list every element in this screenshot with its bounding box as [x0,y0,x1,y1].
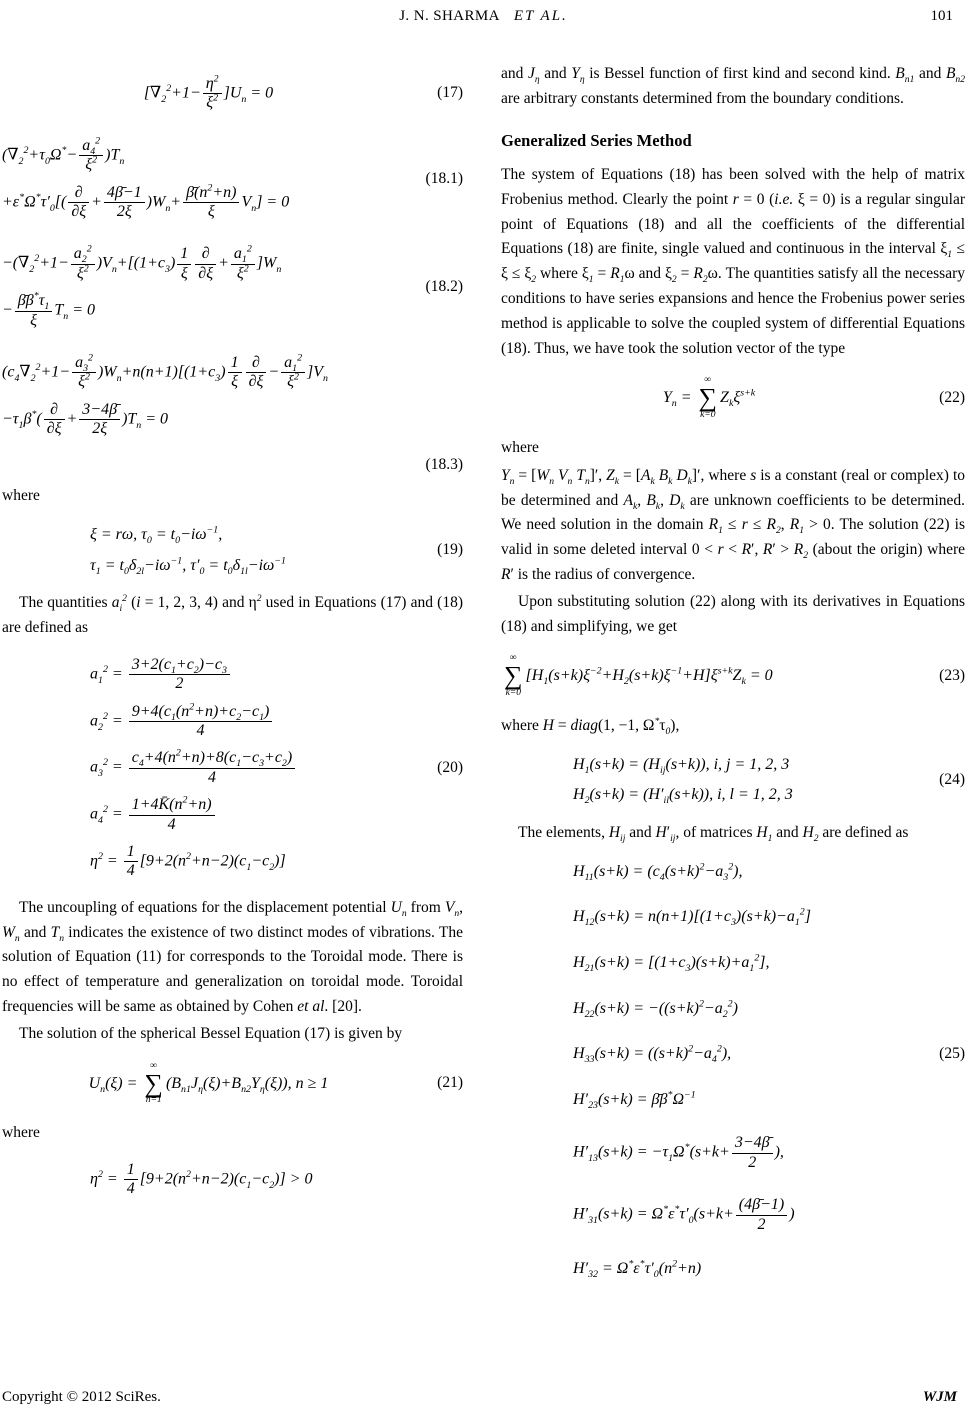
equation-eta-positive-body [2,1152,415,1208]
equation-20-line-eta: $\eta^2$ = $\frac{1}{4}$ $[9+2(n^2+n-2)(c_1-c_2)]$ [90,842,286,880]
equation-18-3-body [2,345,463,448]
equation-eta-positive-math: $\eta^2$ = $\frac{1}{4}$ $[9+2(n^2+n-2)(c_1-c_2)] > 0$ [90,1160,313,1198]
equation-21-body [2,1053,415,1116]
equation-25-row-h22-body [501,989,917,1029]
paragraph-bessel-kinds: and $J_\eta$ and $Y_\eta$ is Bessel function of first kind and second kind. $B_{n1}$ and $B_{n2}$ are arbitrary constants determined from the boundary conditions. [501,65,965,107]
equation-25-row-h32p-body [501,1249,917,1289]
equation-25-row-h22 [501,989,965,1029]
line-h-diag: where H = diag(1, −1, $\Omega^*\tau_0$), [501,715,680,738]
journal-abbreviation: WJM [922,1389,957,1405]
equation-25-row-h13p-body [501,1125,917,1181]
page-number: 101 [930,8,953,24]
equation-22-number: (22) [939,389,965,407]
equation-18-1 [2,128,463,231]
equation-25-number: (25) [939,1044,965,1062]
equation-25-row-h31p-body [501,1187,917,1243]
equation-19-line-1: ξ = rω, $\tau_0 = t_0-i\omega^{-1}$, [90,524,223,547]
equation-25-row-h23p [501,1080,965,1120]
equation-18-1-line-1: ($\nabla_2^2+\tau_0\Omega^*-$ $\frac{a_4^2}{\xi^2}$ )$T_n$ [2,135,125,174]
equation-25-row-h11-body [501,852,917,892]
equation-eta-positive [2,1152,463,1208]
equation-23 [501,645,965,708]
equation-22-body [501,367,917,430]
equation-25-row-h21-body [501,943,917,983]
equation-18-3 [2,345,463,448]
equation-24-line-2: $H_2(s+k) = (H'_{il}(s+k))$, i, l = 1, 2, 3 [573,786,793,807]
equation-25-line-h11: $H_{11}(s+k) = (c_4(s+k)^2-a_3^2)$, [573,861,743,883]
paragraph-uncoupling: The uncoupling of equations for the displacement potential $U_n$ from $V_n$, $W_n$ and $T_n$ indicates the existence of two distinct modes of vibrations. The solution of Equation (11) for corresponds to the Toroidal mode. There is no effect of temperature and generalization on toroidal mode. Toroidal frequencies will be same as obtained by Cohen et al. [20]. [2,898,463,1015]
equation-24-body [501,745,917,815]
paragraph-solution-vector: $Y_n = [W_n$ $V_n$ $T_n]'$, $Z_k = [A_k$ $B_k$ $D_k]'$, where s is a constant (real or complex) to be determined and $A_k$, $B_k$, $D_k$ are unknown coefficients to be determined. We need solution in the domain $R_1 \le r \le R_2$, $R_1 > 0$. The solution (22) is valid in some deleted interval 0 < r < R′, $R' > R_2$ (about the origin) where R′ is the radius of convergence. [501,466,966,584]
two-column-body [2,60,965,1295]
equation-25-line-h23-prime: $H'_{23}(s+k)$ = $\betā\beta^*\Omega^{-1}$ [573,1089,696,1111]
equation-18-2-number: (18.2) [425,278,463,296]
paragraph-elements: The elements, $H_{ij}$ and $H'_{ij}$, of matrices $H_1$ and $H_2$ are defined as [518,824,909,845]
equation-25-row-h33-body [501,1034,917,1074]
paragraph-quantities: The quantities $a_i^2$ (i = 1, 2, 3, 4) and $\eta^2$ used in Equations (17) and (18) are defined as [2,593,463,637]
equation-25-row-h12-body [501,897,917,937]
equation-25-row-h11 [501,852,965,892]
equation-19-number: (19) [437,540,463,558]
paragraph-frobenius: The system of Equations (18) has been solved with the help of matrix Frobenius method. Clearly the point r = 0 (i.e. ξ = 0) is a regular singular point of Equations (18) and all the coefficients of the differential Equations (18) are finite, single valued and continuous in the interval $\xi_1 \le \xi \le \xi_2$ where $\xi_1 = R_1\omega$ and $\xi_2 = R_2\omega$. The quantities satisfy all the necessary conditions to have series expansions and hence the Frobenius power series method is applicable to solve the coupled system of differential Equations (18). Thus, we have took the solution vector of the type [501,166,966,357]
paragraph-substituting: Upon substituting solution (22) along with its derivatives in Equations (18) and simplifying, we get [501,592,965,635]
equation-18-3-line-1: ($c_4\nabla_2^2+1-$ $\frac{a_3^2}{\xi^2}$ )$W_n+n(n+1)[(1+c_3)$ $\frac{1}{\xi}$ $\frac{\partial}{\partial\xi}$ − $\frac{a_1^2}{\xi^2}$ ]$V_n$ [2,352,328,391]
equation-20-line-a3: $a_3^2$ = $\frac{c_4+4(n^2+n)+8(c_1-c_3+c_2)}{4}$ [2,749,415,787]
equation-18-2-body [2,236,415,339]
equation-25-row-h13p [501,1125,965,1181]
equation-18-3-line-2: $-\tau_1\beta^*$( $\frac{\partial}{\partial\xi}$ + $\frac{3-4\betā}{2\xi}$ )$T_n = 0$ [2,400,169,438]
equation-25-row-h32p [501,1249,965,1289]
equation-25-row-h12 [501,897,965,937]
equation-24 [501,745,965,815]
equation-20-line-a2: $a_2^2$ = $\frac{9+4(c_1(n^2+n)+c_2-c_1)}{4}$ [2,703,415,741]
equation-19-body [2,515,415,585]
equation-25-line-h21: $H_{21}(s+k) = [(1+c_3)(s+k)+a_1^2]$, [573,952,770,975]
page-footer [2,1389,957,1406]
equation-18-1-body [2,128,415,231]
equation-25-line-h12: $H_{12}(s+k) = n(n+1)[(1+c_3)(s+k)-a_1^2]$ [573,907,811,929]
equation-22 [501,367,965,430]
equation-25-line-h22: $H_{22}(s+k) = -((s+k)^2-a_2^2)$ [573,998,738,1020]
equation-25-row-h23p-body [501,1080,917,1120]
authors-line [2,8,965,25]
equation-21-math: $U_n(\xi)$ = ∞ ∑ n=1 $(B_{n1}J_\eta(\xi)+B_{n2}Y_\eta(\xi))$, n ≥ 1 [88,1060,329,1106]
equation-19-line-2: $\tau_1 = t_0\delta_{2l}-i\omega^{-1}$, $\tau'_0 = t_0\delta_{1l}-i\omega^{-1}$ [90,555,286,577]
section-heading: Generalized Series Method [501,130,692,150]
equation-23-number: (23) [939,667,965,685]
equation-17 [2,66,463,122]
equation-18-2-line-2: − $\frac{\betā\beta^*\tau_1}{\xi}$ $T_n = 0$ [2,290,96,329]
paragraph-bessel-solution: The solution of the spherical Bessel Equation (17) is given by [19,1024,403,1042]
equation-25-line-h13-prime: $H'_{13}(s+k) = -\tau_1\Omega^*(s+k+$ $\frac{3-4\betā}{2}$ ), [573,1134,784,1171]
equation-17-number: (17) [437,84,463,102]
equation-18-2 [2,236,463,339]
equation-18-1-number: (18.1) [425,169,463,187]
where-label-2: where [2,1124,40,1142]
equation-20 [2,647,463,890]
page-header [2,8,965,34]
equation-20-body [2,647,415,890]
equation-25-row-h33 [501,1034,965,1074]
equation-21 [2,1053,463,1116]
equation-20-number: (20) [437,758,463,776]
equation-25-line-h33: $H_{33}(s+k) = ((s+k)^2-a_4^2)$, [573,1043,732,1066]
equation-24-line-1: $H_1(s+k) = (H_{ij}(s+k))$, i, j = 1, 2, 3 [573,755,790,777]
equation-23-math: ∞ ∑ k=0 $[H_1(s+k)\xi^{-2}+H_2(s+k)\xi^{-1}+H]\xi^{s+k}Z_k = 0$ [504,653,773,699]
equation-23-body [501,645,917,708]
equation-18-2-line-1: $-(\nabla_2^2+1-$ $\frac{a_2^2}{\xi^2}$ )$V_n+[(1+c_3)$ $\frac{1}{\xi}$ $\frac{\partial}{\partial\xi}$ + $\frac{a_1^2}{\xi^2}$ ]$W_n$ [2,244,282,282]
equation-20-line-a4: $a_4^2$ = $\frac{1+4K̄(n^2+n)}{4}$ [2,796,415,834]
equation-25-line-h31-prime: $H'_{31}(s+k) = \Omega^*\varepsilon^*\tau'_0(s+k+$ $\frac{(4\betā-1)}{2}$ ) [573,1196,795,1233]
authors-name: J. N. SHARMA [399,8,500,24]
equation-25-row-h21 [501,943,965,983]
where-label-1: where [2,487,40,505]
equation-24-number: (24) [939,770,965,788]
equation-20-line-a1: $a_1^2$ = $\frac{3+2(c_1+c_2)-c_3}{2}$ [2,656,415,694]
equation-25-line-h32-prime: $H'_{32} = \Omega^*\varepsilon^*\tau'_0(n^2+n)$ [573,1258,702,1281]
where-label-3: where [501,439,539,457]
equation-17-body [2,66,415,122]
equation-18-3-number: (18.3) [425,456,463,474]
authors-etal: ET AL. [513,8,568,24]
equation-18-1-line-2: $+\varepsilon^*\Omega^*\tau'_0$[( $\frac{\partial}{\partial\xi}$ + $\frac{4\betā-1}{2\xi}$ )$W_n+$ $\frac{\betā(n^2+n)}{\xi}$ $V_n] = 0$ [2,182,290,220]
equation-25-row-h31p [501,1187,965,1243]
footer-copyright: Copyright © 2012 SciRes. [2,1389,161,1405]
equation-21-number: (21) [437,1074,463,1092]
left-column [2,60,463,1295]
equation-22-math: $Y_n$ = ∞ ∑ k=0 $Z_k\xi^{s+k}$ [662,375,756,421]
equation-19 [2,515,463,585]
right-column [501,60,965,1295]
equation-17-math: [$\nabla_2^2+1-$ $\frac{\eta^2}{\xi^2}$ ]$U_n = 0$ [143,73,274,112]
